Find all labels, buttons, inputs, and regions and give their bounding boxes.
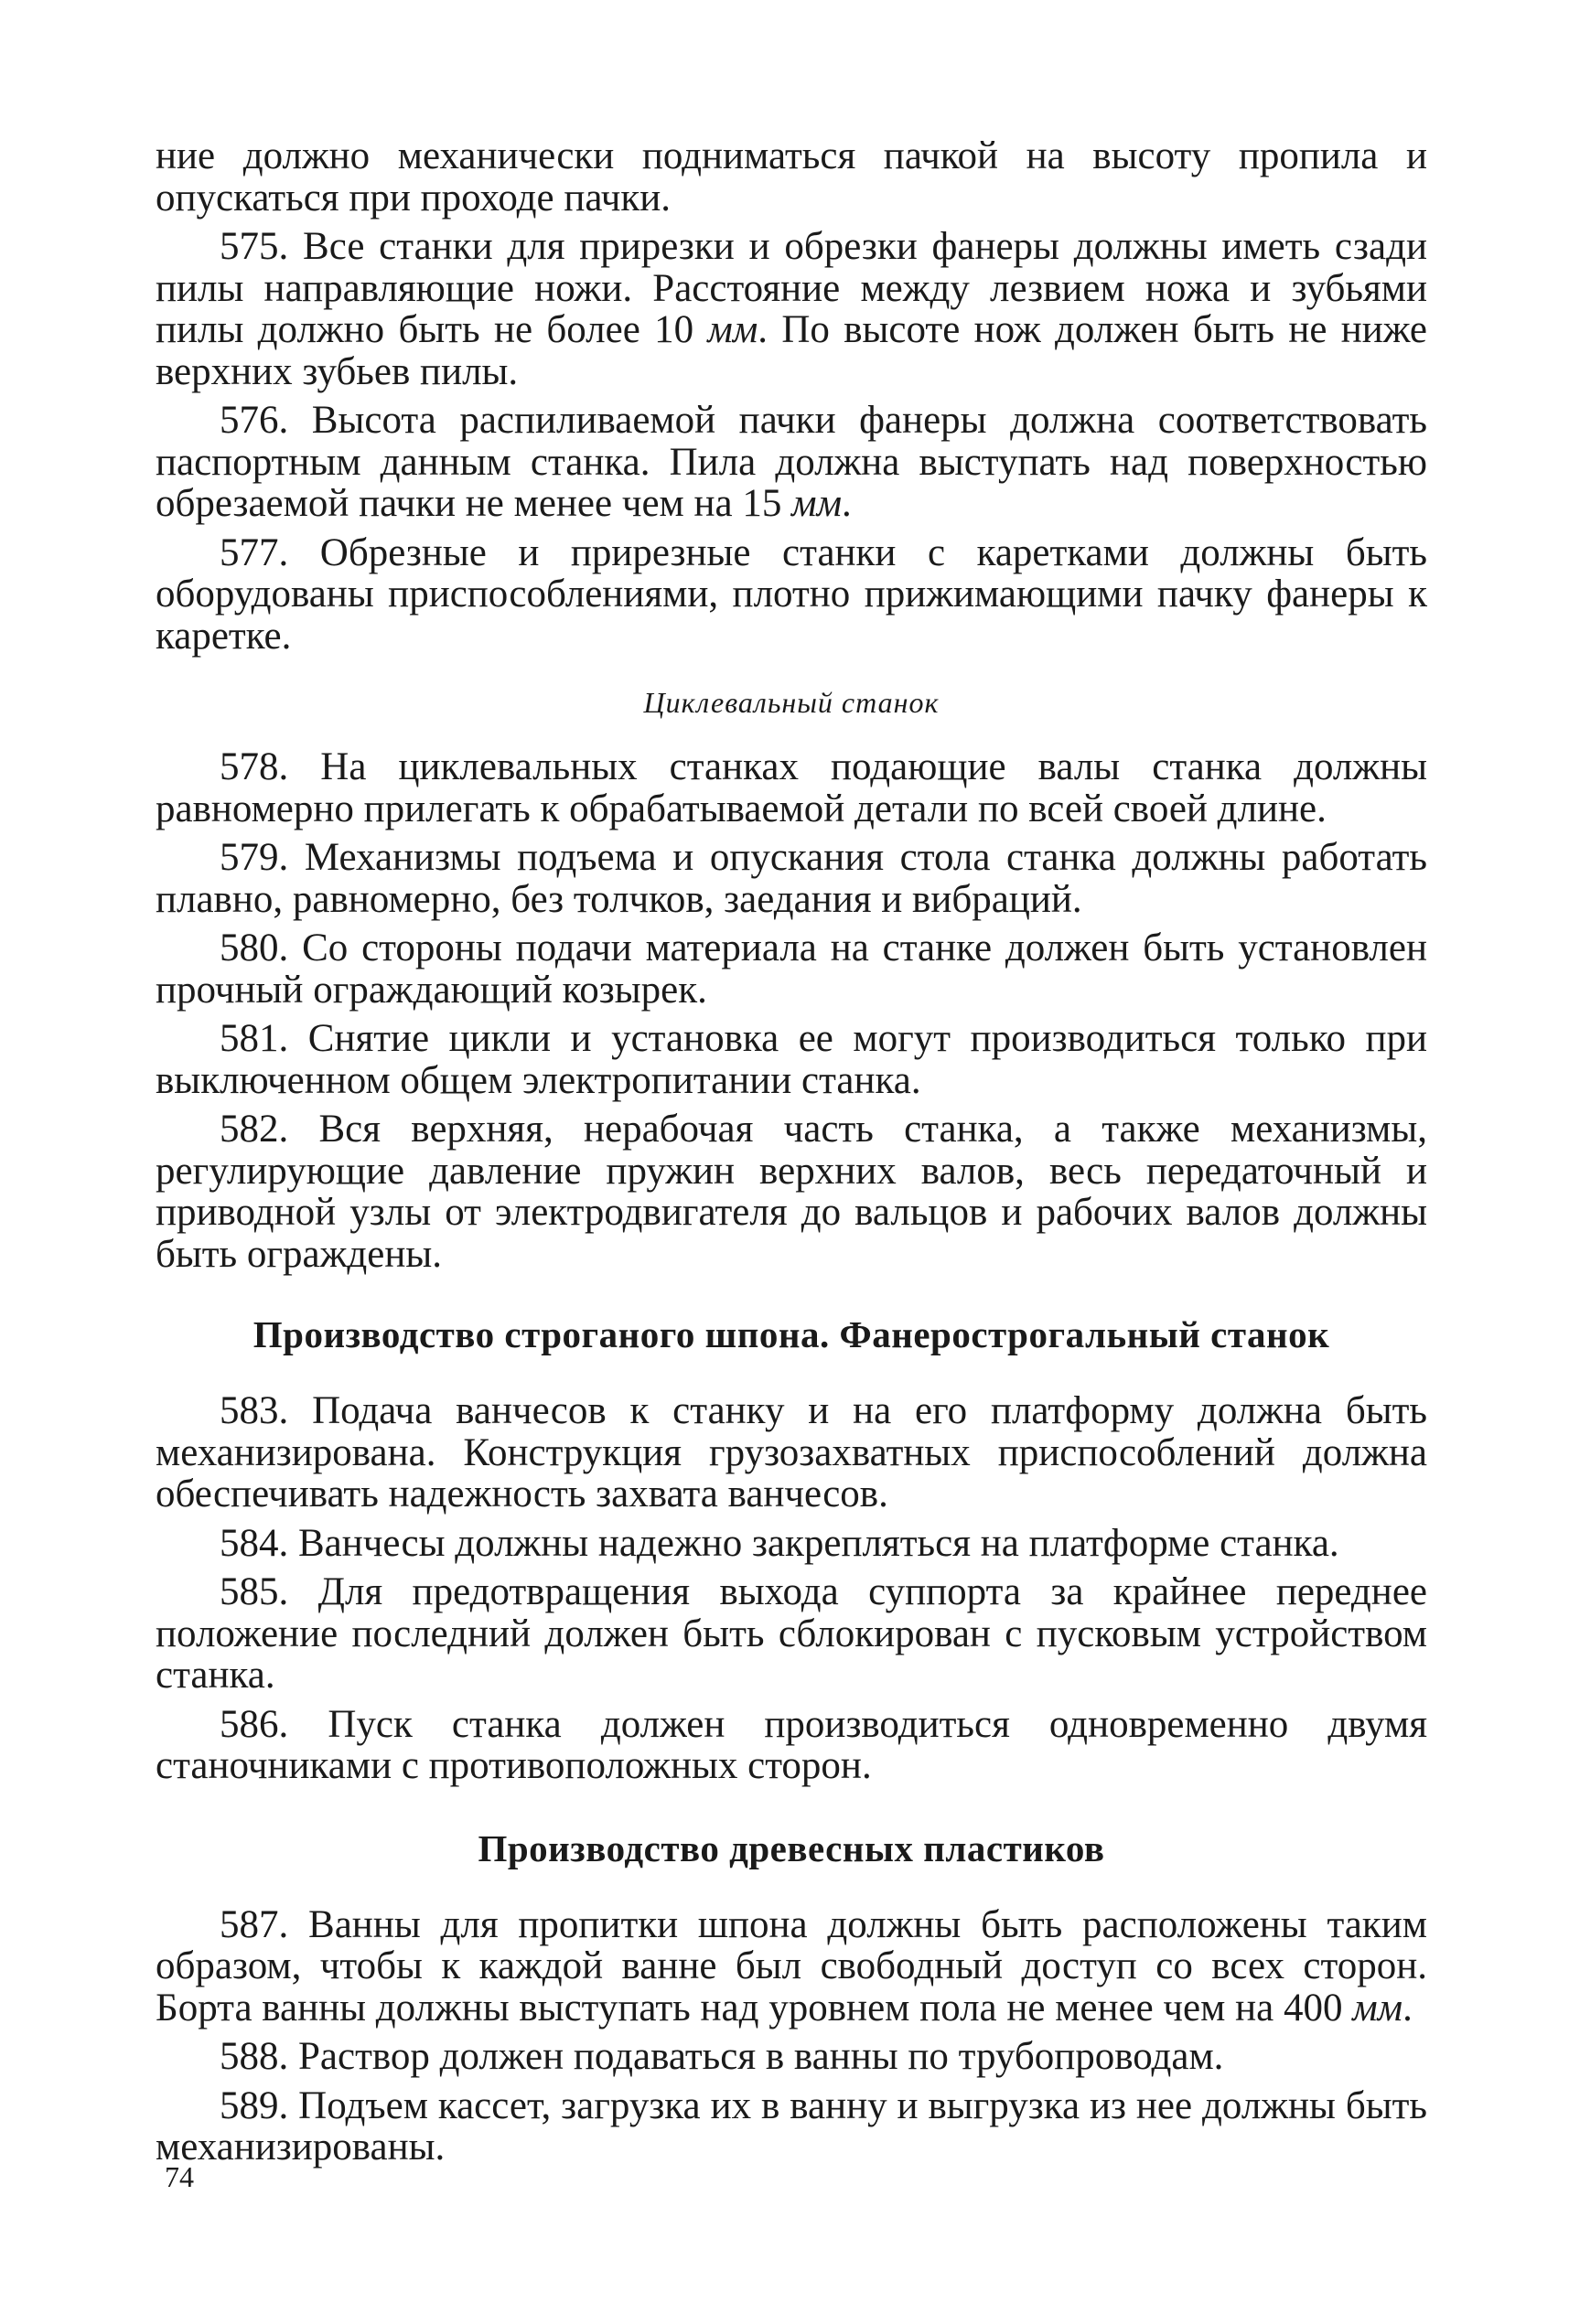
paragraph-576-text-end: . (842, 482, 852, 525)
unit-mm: мм (1352, 1986, 1403, 2029)
paragraph-579: 579. Механизмы подъема и опускания стола станка должны работать плавно, равномерно, без толчков, заедания и вибраций. (156, 836, 1427, 921)
paragraph-576 (156, 400, 1427, 525)
paragraph-587 (156, 1904, 1427, 2029)
page-body (156, 135, 1427, 2169)
paragraph-575 (156, 226, 1427, 392)
paragraph-585: 585. Для предотвращения выхода суппорта за крайнее переднее положение последний должен быть сблокирован с пусковым устройством станка. (156, 1570, 1427, 1697)
page-number: 74 (165, 2160, 194, 2193)
paragraph-578: 578. На циклевальных станках подающие валы станка должны равномерно прилегать к обрабатываемой детали по всей своей длине. (156, 745, 1427, 830)
paragraph-587-text-end: . (1402, 1986, 1413, 2029)
paragraph-575-text-end: . По высоте нож должен быть не ниже верхних зубьев пилы. (156, 308, 1427, 393)
unit-mm: мм (791, 482, 843, 525)
paragraph-584: 584. Ванчесы должны надежно закрепляться на платформе станка. (220, 1521, 1339, 1565)
section-heading-veneer: Производство строганого шпона. Фанерострогальный станок (253, 1313, 1330, 1355)
section-heading-plastics: Производство древесных пластиков (478, 1826, 1105, 1869)
paragraph-589: 589. Подъем кассет, загрузка их в ванну и выгрузка из нее должны быть механизированы. (156, 2083, 1427, 2169)
paragraph-583: 583. Подача ванчесов к станку и на его платформу должна быть механизирована. Конструкция грузозахватных приспособлений должна обеспечивать надежность захвата ванчесов. (156, 1389, 1427, 1515)
subheading-cycle-machine: Циклевальный станок (643, 686, 940, 719)
unit-mm: мм (707, 308, 758, 351)
paragraph-580: 580. Со стороны подачи материала на станке должен быть установлен прочный ограждающий козырек. (156, 926, 1427, 1012)
paragraph-586: 586. Пуск станка должен производиться одновременно двумя станочниками с противоположных сторон. (156, 1702, 1427, 1787)
paragraph-582: 582. Вся верхняя, нерабочая часть станка, а также механизмы, регулирующие давление пружин верхних валов, весь передаточный и приводной узлы от электродвигателя до вальцов и рабочих валов должны быть ограждены. (156, 1108, 1427, 1276)
paragraph-continued: ние должно механически подниматься пачкой на высоту пропила и опускаться при проходе пачки. (156, 134, 1427, 220)
paragraph-588: 588. Раствор должен подаваться в ванны по трубопроводам. (220, 2035, 1224, 2078)
paragraph-575-text: 575. Все станки для прирезки и обрезки фанеры должны иметь сзади пилы направляющие ножи. Расстояние между лезвием ножа и зубьями пилы должно быть не более 10 (156, 225, 1427, 351)
paragraph-577: 577. Обрезные и прирезные станки с каретками должны быть оборудованы приспособлениями, плотно прижимающими пачку фанеры к каретке. (156, 530, 1427, 658)
paragraph-587-text: 587. Ванны для пропитки шпона должны быть расположены таким образом, чтобы к каждой ванне был свободный доступ со всех сторон. Борта ванны должны выступать над уровнем пола не менее чем на 400 (156, 1902, 1427, 2029)
paragraph-576-text: 576. Высота распиливаемой пачки фанеры должна соответствовать паспортным данным станка. Пила должна выступать над поверхностью обрезаемой пачки не менее чем на 15 (156, 399, 1427, 525)
paragraph-581: 581. Снятие цикли и установка ее могут производиться только при выключенном общем электропитании станка. (156, 1017, 1427, 1102)
